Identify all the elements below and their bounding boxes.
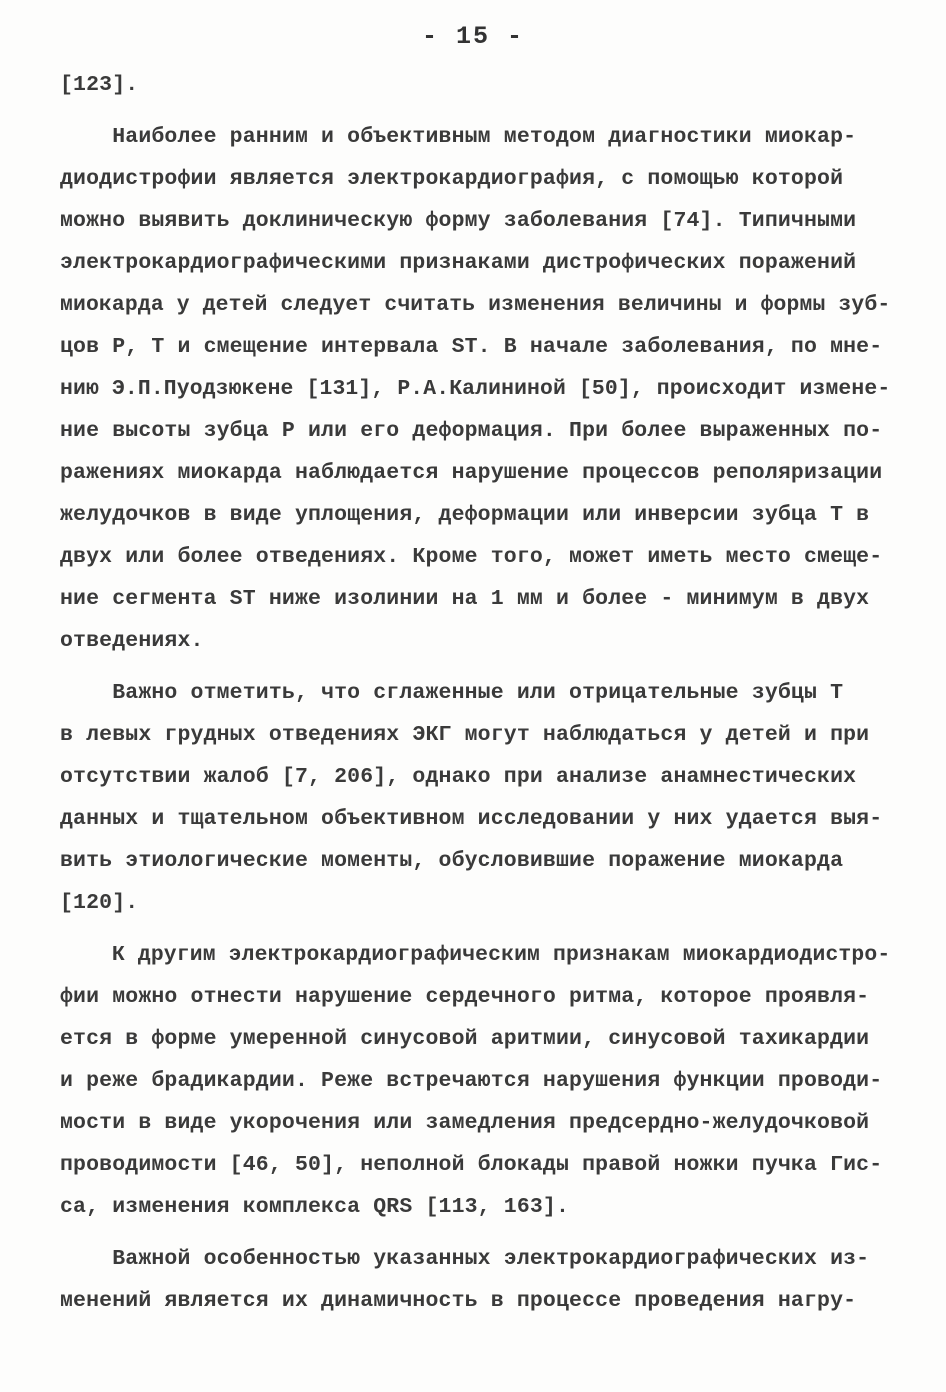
text-line: вить этиологические моменты, обусловившие поражение миокарда xyxy=(60,849,844,873)
text-line: нию Э.П.Пуодзюкене [131], Р.А.Калининой [50], происходит измене- xyxy=(60,377,891,401)
text-line: Важно отметить, что сглаженные или отрицательные зубцы T xyxy=(60,681,844,705)
text-line: менений является их динамичность в процессе проведения нагру- xyxy=(60,1289,857,1313)
text-line: ражениях миокарда наблюдается нарушение процессов реполяризации xyxy=(60,461,883,485)
text-line: отведениях. xyxy=(60,629,204,653)
paragraph-gap xyxy=(60,924,890,934)
text-line: ется в форме умеренной синусовой аритмии, синусовой тахикардии xyxy=(60,1027,870,1051)
text-line: К другим электрокардиографическим признакам миокардиодистро- xyxy=(60,943,891,967)
text-line: Важной особенностью указанных электрокардиографических из- xyxy=(60,1247,870,1271)
text-line: и реже брадикардии. Реже встречаются нарушения функции проводи- xyxy=(60,1069,883,1093)
text-line: в левых грудных отведениях ЭКГ могут наблюдаться у детей и при xyxy=(60,723,870,747)
text-line: электрокардиографическими признаками дистрофических поражений xyxy=(60,251,857,275)
text-line: проводимости [46, 50], неполной блокады правой ножки пучка Гис- xyxy=(60,1153,883,1177)
paragraph-gap xyxy=(60,1228,890,1238)
text-line: диодистрофии является электрокардиография, с помощью которой xyxy=(60,167,844,191)
text-line: миокарда у детей следует считать изменения величины и формы зуб- xyxy=(60,293,891,317)
paragraph-gap xyxy=(60,662,890,672)
text-line: ние высоты зубца P или его деформация. При более выраженных по- xyxy=(60,419,883,443)
text-line: можно выявить доклиническую форму заболевания [74]. Типичными xyxy=(60,209,857,233)
text-line: фии можно отнести нарушение сердечного ритма, которое проявля- xyxy=(60,985,870,1009)
text-line: цов P, T и смещение интервала ST. В начале заболевания, по мне- xyxy=(60,335,883,359)
text-line: ние сегмента ST ниже изолинии на 1 мм и более - минимум в двух xyxy=(60,587,870,611)
page-number: - 15 - xyxy=(421,22,524,51)
text-line: желудочков в виде уплощения, деформации или инверсии зубца T в xyxy=(60,503,870,527)
text-line: двух или более отведениях. Кроме того, может иметь место смеще- xyxy=(60,545,883,569)
text-line: [123]. xyxy=(60,73,139,97)
paragraph-gap xyxy=(60,106,890,116)
text-line: данных и тщательном объективном исследовании у них удается выя- xyxy=(60,807,883,831)
text-line: Наиболее ранним и объективным методом диагностики миокар- xyxy=(60,125,857,149)
text-line: мости в виде укорочения или замедления предсердно-желудочковой xyxy=(60,1111,870,1135)
text-line: [120]. xyxy=(60,891,139,915)
text-line: отсутствии жалоб [7, 206], однако при анализе анамнестических xyxy=(60,765,857,789)
body-text xyxy=(60,64,890,1322)
text-line: са, изменения комплекса QRS [113, 163]. xyxy=(60,1195,570,1219)
